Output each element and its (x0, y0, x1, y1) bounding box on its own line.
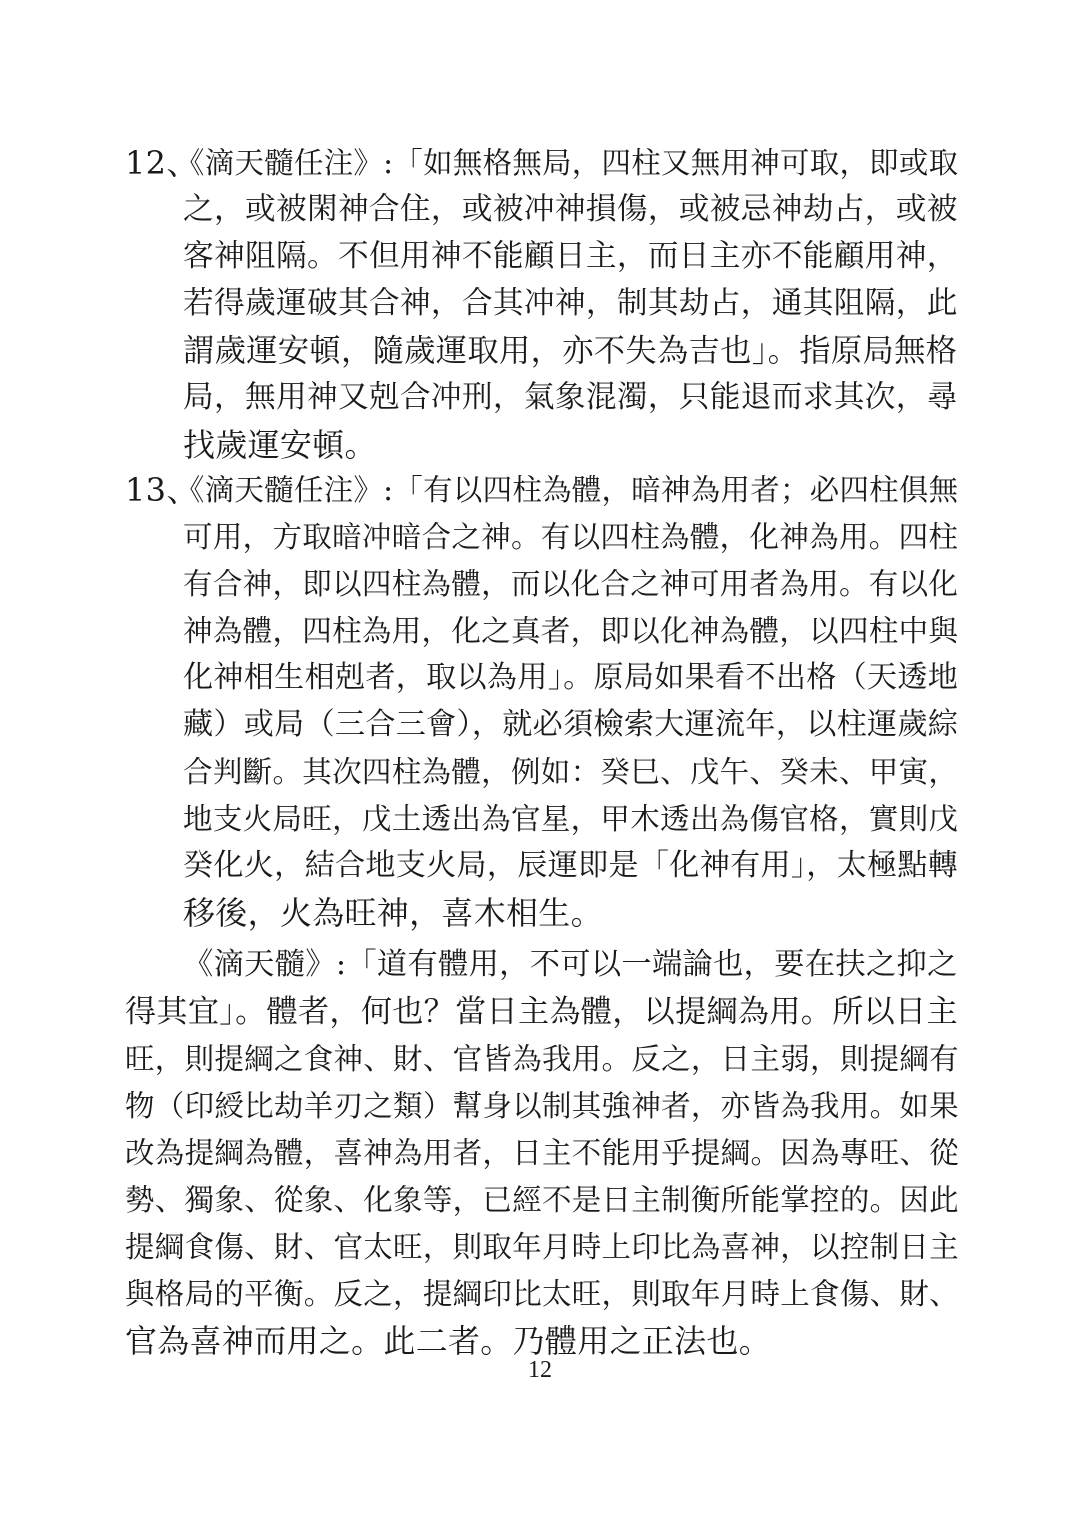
text-line: 藏）或局（三合三會），就必須檢索大運流年，以柱運歲綜 (183, 707, 959, 742)
text-line: 客神阻隔。不但用神不能顧日主，而日主亦不能顧用神， (183, 239, 958, 274)
text-line: 化神相生相剋者，取以為用」。原局如果看不出格（天透地 (183, 660, 959, 695)
text-line: 神為體，四柱為用，化之真者，即以化神為體，以四柱中與 (183, 614, 959, 648)
text-line: 勢、獨象、從象、化象等，已經不是日主制衡所能掌控的。因此 (125, 1183, 959, 1217)
text-line: 《滴天髓》:「道有體用，不可以一端論也，要在扶之抑之 (183, 947, 958, 982)
text-line: 地支火局旺，戊土透出為官星，甲木透出為傷官格，實則戊 (183, 802, 959, 836)
text-line: 與格局的平衡。反之，提綱印比太旺，則取年月時上食傷、財、 (125, 1277, 959, 1311)
text-line: 可用，方取暗冲暗合之神。有以四柱為體，化神為用。四柱 (183, 520, 959, 554)
page-number: 12 (528, 1357, 552, 1383)
text-line: 改為提綱為體，喜神為用者，日主不能用乎提綱。因為專旺、從 (125, 1136, 959, 1170)
text-line: 《滴天髓任注》:「如無格無局，四柱又無用神可取，即或取 (175, 146, 959, 180)
text-line: 癸化火，結合地支火局，辰運即是「化神有用」，太極點轉 (183, 848, 959, 883)
text-line: 官為喜神而用之。此二者。乃體用之正法也。 (125, 1322, 772, 1360)
item-number: 13、 (125, 471, 199, 509)
text-line: 物（印綬比劫羊刃之類）幫身以制其強神者，亦皆為我用。如果 (125, 1089, 959, 1123)
text-line: 之，或被閑神合住，或被冲神損傷，或被忌神劫占，或被 (183, 192, 958, 227)
text-line: 《滴天髓任注》:「有以四柱為體，暗神為用者；必四柱俱無 (175, 473, 959, 507)
text-line: 移後，火為旺神，喜木相生。 (183, 894, 603, 932)
text-line: 若得歲運破其合神，合其冲神，制其劫占，通其阻隔，此 (183, 286, 958, 321)
text-line: 謂歲運安頓，隨歲運取用，亦不失為吉也」。指原局無格 (183, 333, 958, 369)
text-line: 合判斷。其次四柱為體，例如：癸巳、戊午、癸未、甲寅， (183, 755, 959, 789)
text-line: 提綱食傷、財、官太旺，則取年月時上印比為喜神，以控制日主 (125, 1230, 959, 1264)
item-number: 12、 (125, 144, 199, 182)
text-line: 找歲運安頓。 (183, 426, 377, 464)
text-line: 有合神，即以四柱為體，而以化合之神可用者為用。有以化 (183, 567, 959, 601)
text-line: 旺，則提綱之食神、財、官皆為我用。反之，日主弱，則提綱有 (125, 1042, 959, 1076)
text-line: 得其宜」。體者，何也？當日主為體，以提綱為用。所以日主 (125, 994, 958, 1030)
text-line: 局，無用神又剋合冲刑，氣象混濁，只能退而求其次，尋 (183, 380, 958, 415)
